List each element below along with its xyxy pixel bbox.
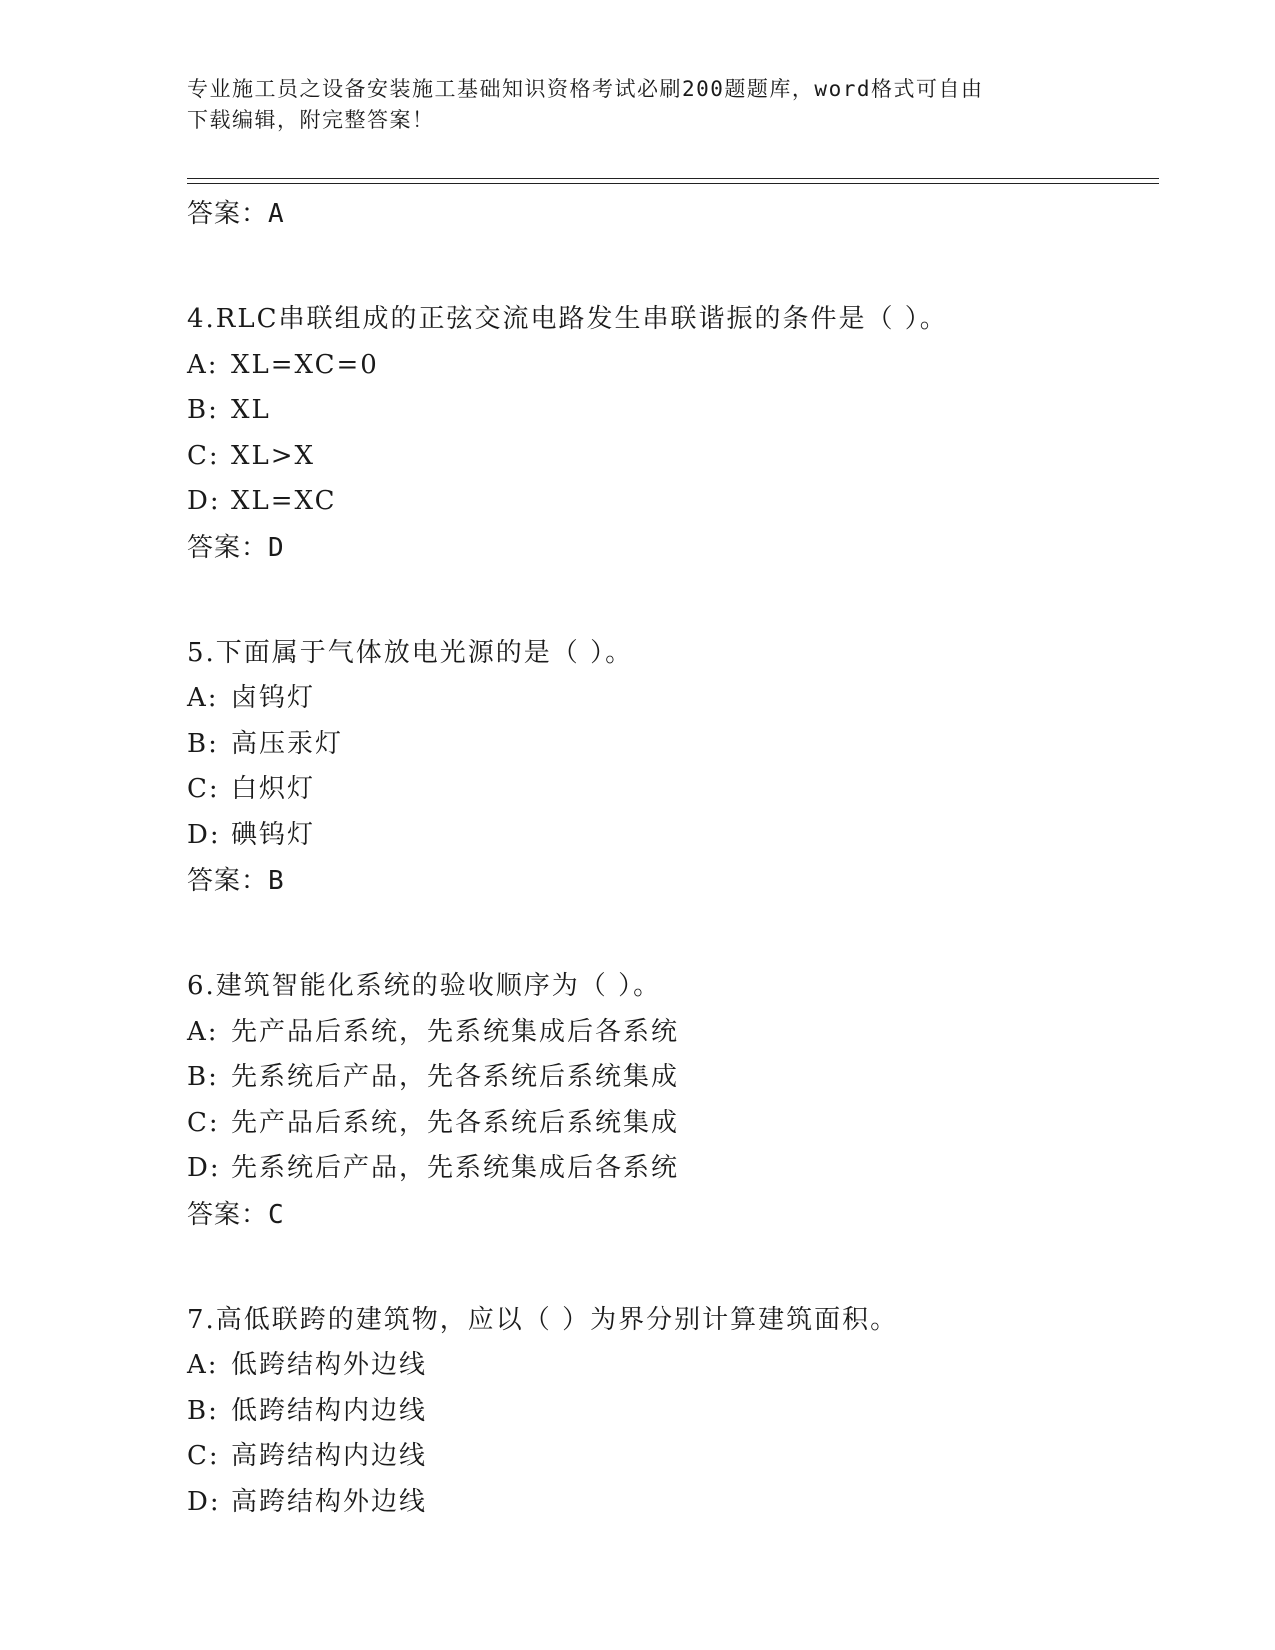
option-key: B: xyxy=(187,1395,219,1426)
answer-line: 答案：C xyxy=(187,1199,285,1230)
header-line-1: 专业施工员之设备安装施工基础知识资格考试必刷200题题库，word格式可自由 xyxy=(187,77,984,101)
header-line-2: 下载编辑，附完整答案！ xyxy=(187,108,435,132)
option-key: B: xyxy=(187,728,219,759)
option-key: A: xyxy=(187,1350,219,1380)
option-d xyxy=(187,813,1159,859)
option-key: C: xyxy=(187,1441,220,1471)
option-a xyxy=(187,1010,1159,1056)
option-text: 高跨结构外边线 xyxy=(231,1486,428,1517)
question-block xyxy=(187,297,1159,571)
document-body xyxy=(187,191,1159,1525)
option-c xyxy=(187,1101,1159,1147)
option-key: C: xyxy=(187,1107,220,1138)
option-d xyxy=(187,1480,1159,1526)
option-key: B: xyxy=(187,395,219,425)
question-stem: 4.RLC串联组成的正弦交流电路发生串联谐振的条件是（ ）。 xyxy=(187,304,948,334)
option-text: XL>X xyxy=(231,440,316,471)
option-text: XL=XC=0 xyxy=(231,349,379,380)
option-b xyxy=(187,1389,1159,1435)
answer-line: 答案：A xyxy=(187,199,285,229)
option-key: B: xyxy=(187,1062,219,1092)
option-text: 高跨结构内边线 xyxy=(231,1441,428,1471)
answer-line: 答案：D xyxy=(187,532,285,563)
option-text: 先系统后产品，先系统集成后各系统 xyxy=(231,1153,680,1183)
option-a xyxy=(187,1343,1159,1389)
option-text: 先系统后产品，先各系统后系统集成 xyxy=(231,1062,680,1092)
option-b xyxy=(187,388,1159,434)
option-d xyxy=(187,1146,1159,1192)
option-a xyxy=(187,676,1159,722)
option-text: 低跨结构内边线 xyxy=(231,1395,428,1426)
option-d xyxy=(187,479,1159,525)
option-text: 先产品后系统，先各系统后系统集成 xyxy=(231,1107,680,1138)
question-block xyxy=(187,964,1159,1238)
option-c xyxy=(187,434,1159,480)
option-a xyxy=(187,343,1159,389)
option-key: D: xyxy=(187,819,221,850)
option-text: 先产品后系统，先系统集成后各系统 xyxy=(231,1016,680,1047)
option-b xyxy=(187,1055,1159,1101)
option-text: XL=XC xyxy=(231,486,337,516)
header-divider-bottom xyxy=(187,183,1159,184)
option-text: 卤钨灯 xyxy=(231,683,316,713)
question-block xyxy=(187,631,1159,905)
option-key: D: xyxy=(187,1153,221,1183)
option-c xyxy=(187,767,1159,813)
option-key: A: xyxy=(187,1016,219,1047)
option-key: C: xyxy=(187,440,220,471)
option-key: D: xyxy=(187,486,221,516)
option-key: C: xyxy=(187,774,220,804)
option-text: 碘钨灯 xyxy=(231,819,316,850)
option-text: 高压汞灯 xyxy=(231,728,344,759)
option-b xyxy=(187,722,1159,768)
document-header xyxy=(187,74,1087,136)
option-c xyxy=(187,1434,1159,1480)
option-key: A: xyxy=(187,349,219,380)
question-stem: 6.建筑智能化系统的验收顺序为（ ）。 xyxy=(187,971,662,1001)
header-divider-top xyxy=(187,178,1159,179)
option-key: D: xyxy=(187,1486,221,1517)
option-text: 白炽灯 xyxy=(231,774,316,804)
option-key: A: xyxy=(187,683,219,713)
question-stem: 5.下面属于气体放电光源的是（ ）。 xyxy=(187,637,634,668)
answer-line: 答案：B xyxy=(187,866,285,896)
option-text: XL xyxy=(231,395,271,425)
option-text: 低跨结构外边线 xyxy=(231,1350,428,1380)
question-block xyxy=(187,1298,1159,1526)
question-stem: 7.高低联跨的建筑物，应以（ ）为界分别计算建筑面积。 xyxy=(187,1304,899,1335)
